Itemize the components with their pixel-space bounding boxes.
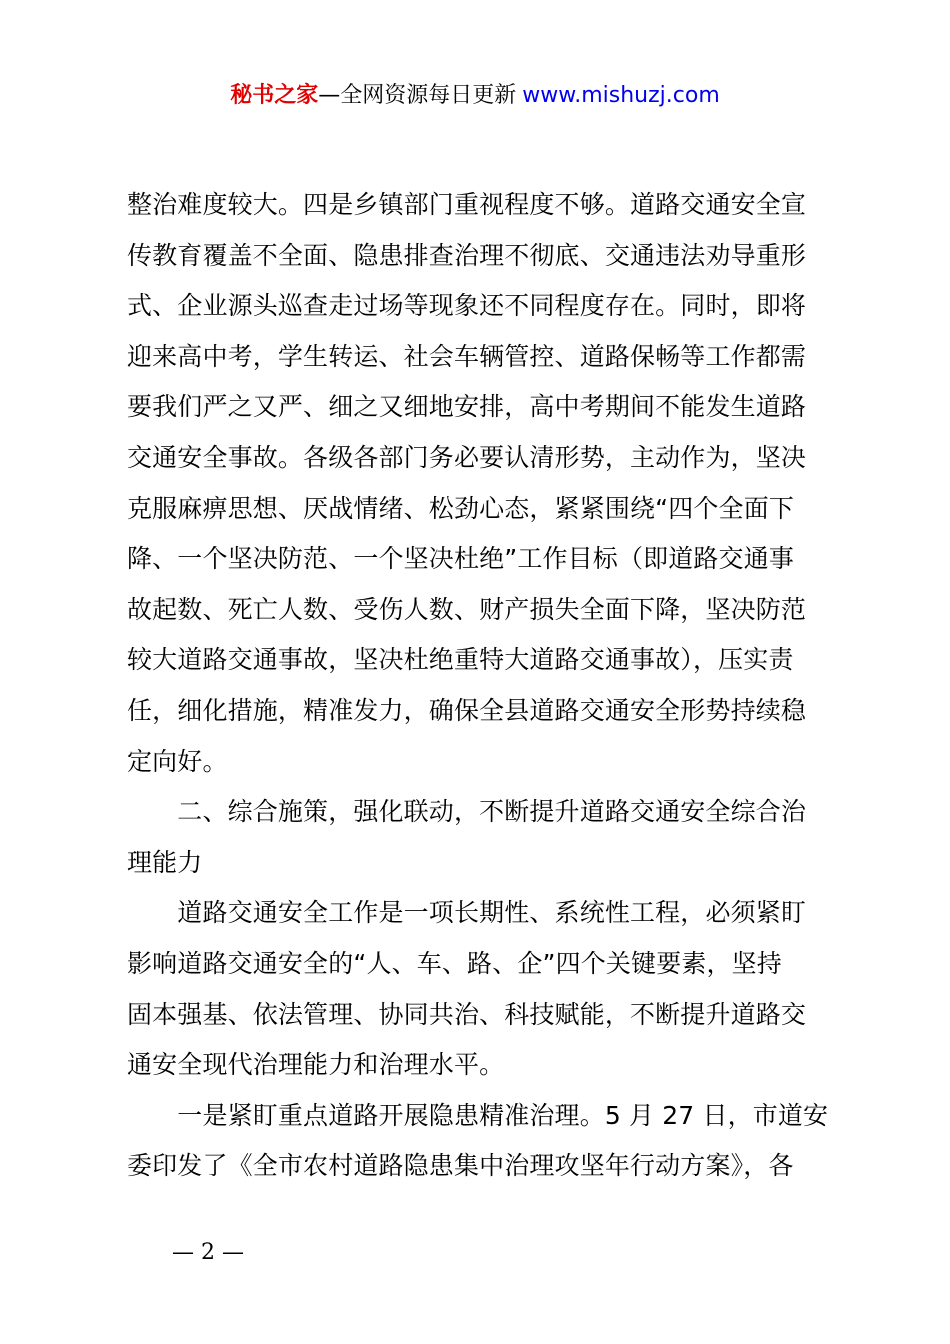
text-line: 故起数、死亡人数、受伤人数、财产损失全面下降，坚决防范: [127, 594, 807, 624]
text-line: 影响道路交通安全的“人、车、路、企”四个关键要素，坚持: [127, 948, 782, 978]
section-heading-continued: 理能力: [127, 847, 203, 877]
text-line: 通安全现代治理能力和治理水平。: [127, 1050, 505, 1080]
page-number: — 2 —: [172, 1240, 244, 1265]
text-line: 交通安全事故。各级各部门务必要认清形势，主动作为，坚决: [127, 442, 807, 472]
text-line: 要我们严之又严、细之又细地安排，高中考期间不能发生道路: [127, 392, 807, 422]
text-line: 一是紧盯重点道路开展隐患精准治理。5 月 27 日，市道安: [127, 1100, 829, 1130]
text-line: 整治难度较大。四是乡镇部门重视程度不够。道路交通安全宣: [127, 190, 807, 219]
site-url-link[interactable]: www.mishuzj.com: [522, 83, 720, 108]
text-line: 固本强基、依法管理、协同共治、科技赋能，不断提升道路交: [127, 999, 807, 1029]
text-line: 迎来高中考，学生转运、社会车辆管控、道路保畅等工作都需: [127, 341, 807, 371]
text-line: 降、一个坚决防范、一个坚决杜绝”工作目标（即道路交通事: [127, 544, 795, 574]
document-body: [127, 180, 831, 1192]
text-line: 式、企业源头巡查走过场等现象还不同程度存在。同时，即将: [127, 291, 807, 321]
text-line: 道路交通安全工作是一项长期性、系统性工程，必须紧盯: [127, 898, 807, 928]
text-line: 较大道路交通事故，坚决杜绝重特大道路交通事故），压实责: [127, 645, 794, 675]
text-line: 克服麻痹思想、厌战情绪、松劲心态，紧紧围绕“四个全面下: [127, 493, 795, 523]
text-line: 传教育覆盖不全面、隐患排查治理不彻底、交通违法劝导重形: [127, 240, 807, 270]
text-line: 任，细化措施，精准发力，确保全县道路交通安全形势持续稳: [127, 695, 807, 725]
site-header: [0, 80, 950, 112]
text-line: 委印发了《全市农村道路隐患集中治理攻坚年行动方案》，各: [127, 1151, 794, 1181]
text-line: 定向好。: [127, 746, 228, 776]
section-heading: 二、综合施策，强化联动，不断提升道路交通安全综合治: [127, 797, 807, 827]
site-slogan: —全网资源每日更新: [318, 83, 517, 108]
site-brand: 秘书之家: [230, 83, 319, 108]
